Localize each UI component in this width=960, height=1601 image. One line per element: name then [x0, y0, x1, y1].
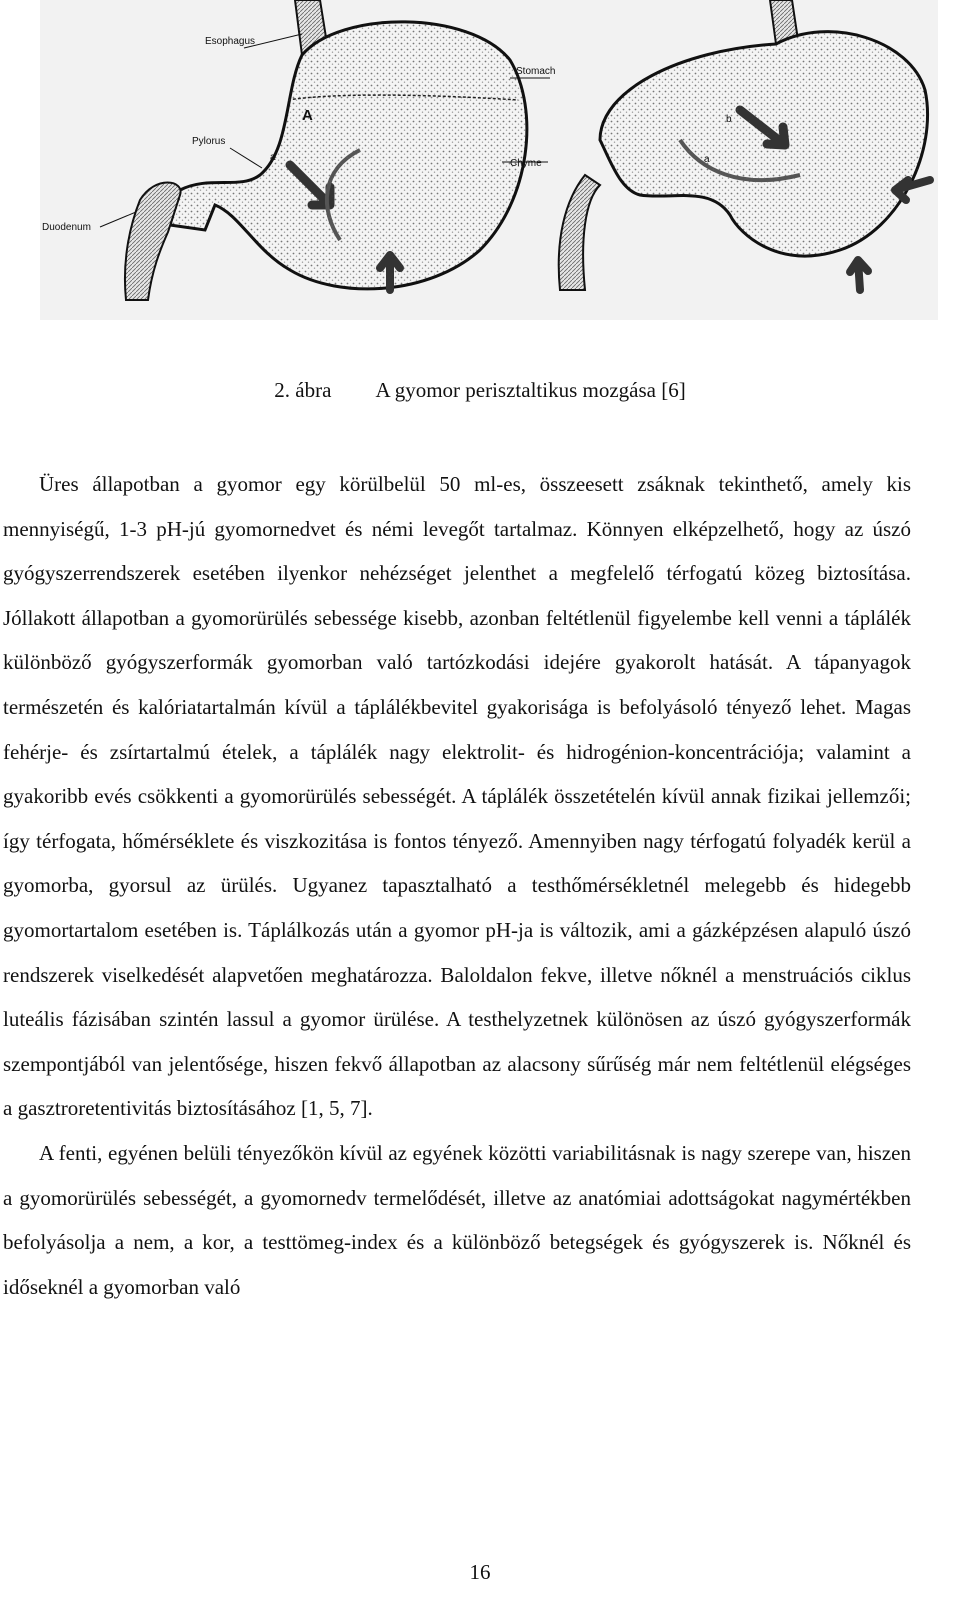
paragraph-2: A fenti, egyénen belüli tényezőkön kívül az egyének közötti variabilitásnak is nagy szerepe van, hiszen a gyomorürülés sebességét, a gyomornedv termelődését, illetve az anatómiai adottságokat nagymértékben befolyásolja a nem, a kor, a testtömeg-index és a különböző betegségek és gyógyszerek is. Nőknél és időseknél a gyomorban való	[3, 1140, 911, 1299]
figure-title: A gyomor perisztaltikus mozgása [6]	[375, 378, 686, 402]
pylorus-label: Pylorus	[192, 136, 226, 147]
paragraph-1: Üres állapotban a gyomor egy körülbelül 50 ml-es, összeesett zsáknak tekinthető, amely kis mennyiségű, 1-3 pH-jú gyomornedvet és némi levegőt tartalmaz. Könnyen elképzelhető, hogy az úszó gyógyszerrendszerek esetében ilyenkor nehézséget jelenthet a megfelelő térfogatú közeg biztosítása. Jóllakott állapotban a gyomorürülés sebessége kisebb, azonban feltétlenül figyelembe kell venni a táplálék különböző gyógyszerformák gyomorban való tartózkodási idejére gyakorolt hatását. A tápanyagok természetén és kalóriatartalmán kívül a táplálékbevitel gyakorisága is befolyásoló tényező lehet. Magas fehérje- és zsírtartalmú ételek, a táplálék nagy elektrolit- és hidrogénion-koncentrációja; valamint a gyakoribb evés csökkenti a gyomorürülés sebességét. A táplálék összetételén kívül annak fizikai jellemzői; így térfogata, hőmérséklete és viszkozitása is fontos tényező. Amennyiben nagy térfogatú folyadék kerül a gyomorba, gyorsul az ürülés. Ugyanez tapasztalható a testhőmérsékletnél melegebb és hidegebb gyomortartalom esetében is. Táplálkozás után a gyomor pH-ja is változik, ami a gázképzésen alapuló úszó rendszerek viselkedését alapvetően meghatározza. Baloldalon fekve, illetve nőknél a menstruációs ciklus luteális fázisában szintén lassul a gyomor ürülése. A testhelyzetnek különösen az úszó gyógyszerformák szempontjából van jelentősége, hiszen fekvő állapotban az alacsony sűrűség már nem feltétlenül elégséges a gasztroretentivitás biztosításához [1, 5, 7].	[3, 472, 911, 1121]
left-a-label: a	[270, 152, 276, 163]
page-number: 16	[469, 1560, 491, 1584]
duodenum-label: Duodenum	[42, 222, 91, 233]
figure-part-a-label: A	[302, 107, 313, 124]
figure-number: 2. ábra	[274, 378, 332, 402]
stomach-peristalsis-figure	[40, 0, 938, 320]
right-a-label: a	[704, 154, 710, 165]
body-text	[3, 462, 911, 1309]
stomach-label: Stomach	[516, 66, 556, 77]
chyme-label: Chyme	[510, 158, 542, 169]
figure-caption	[0, 378, 960, 403]
esophagus-label: Esophagus	[205, 36, 256, 47]
right-b-label: b	[726, 114, 732, 125]
